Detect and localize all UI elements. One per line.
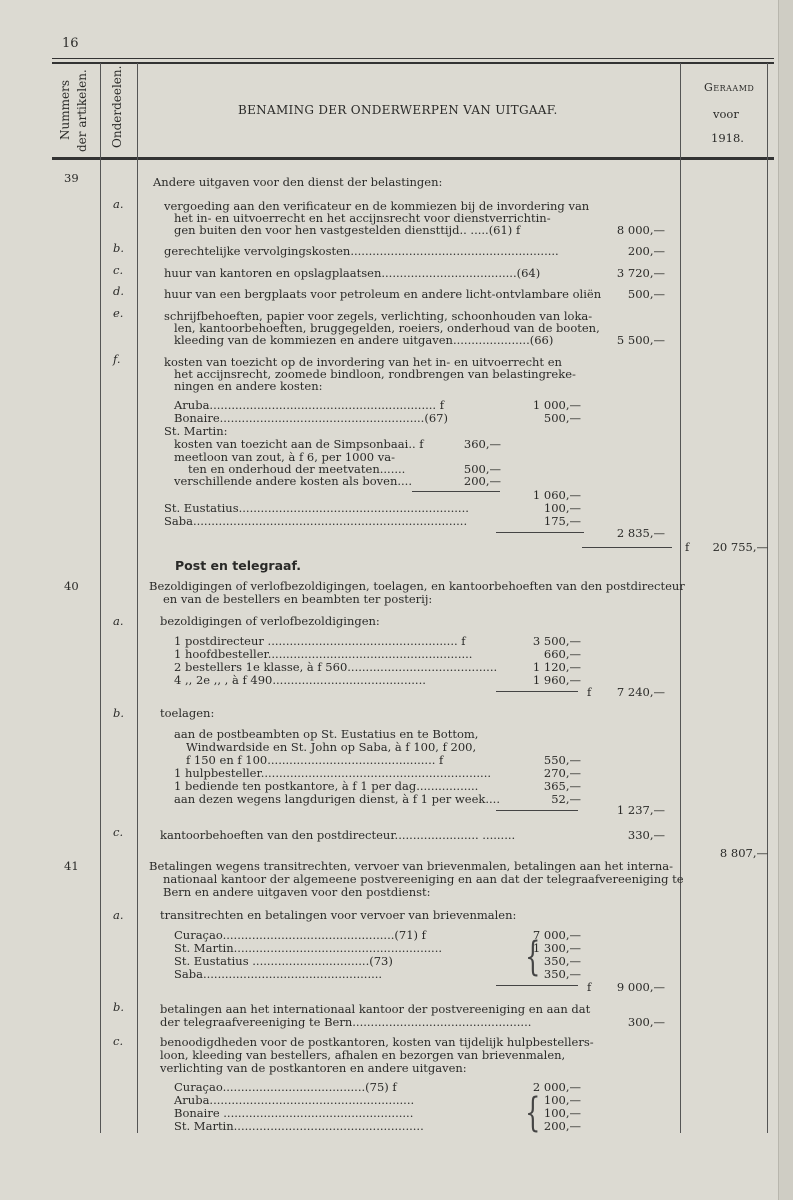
item-letter: e. — [113, 306, 124, 320]
item-letter: f. — [113, 352, 121, 366]
header-col-artikelen: der artikelen. — [75, 69, 89, 152]
sub-row: f 150 en f 100.............................................. f — [186, 753, 444, 767]
item-letter: a. — [113, 908, 124, 922]
island-row: Aruba.............................................................. f — [174, 398, 444, 412]
sub-row: aan dezen wegens langdurigen dienst, à f 1 per week.... — [174, 792, 500, 806]
sub-row: 1 postdirecteur .................................................... f — [174, 634, 466, 648]
item-text: gerechtelijke vervolgingskosten......................................................... — [164, 244, 559, 258]
sub-amount: 660,— — [543, 647, 581, 661]
sub-amount: 360,— — [463, 437, 501, 451]
page-number: 16 — [62, 36, 79, 51]
sub-amount: 100,— — [543, 1093, 581, 1107]
sub-amount: 3 500,— — [532, 634, 581, 648]
sub-row: ten en onderhoud der meetvaten....... — [188, 462, 406, 476]
article-title: nationaal kantoor der algemeene postvereeniging en aan dat der telegraafvereeniging te — [163, 872, 684, 886]
article-title: Andere uitgaven voor den dienst der belastingen: — [153, 175, 443, 189]
currency-sign: f — [587, 980, 592, 994]
article-title: Bern en andere uitgaven voor den postdienst: — [163, 885, 431, 899]
header-col-onderdeelen: Onderdeelen. — [110, 65, 124, 148]
island-row: Bonaire........................................................(67) — [174, 411, 448, 425]
item-text: der telegraafvereeniging te Bern................................................. — [160, 1015, 532, 1029]
header-col-nummers: Nummers — [58, 80, 72, 140]
sub-row: 4 ,, 2e ,, , à f 490.......................................... — [174, 673, 426, 687]
sub-amount: 200,— — [463, 474, 501, 488]
island-amount: 100,— — [543, 501, 581, 515]
sub-row: St. Martin.................................................... — [174, 1119, 424, 1133]
island-row: St. Eustatius............................................................... — [164, 501, 469, 515]
article-title: Betalingen wegens transitrechten, vervoer van brievenmalen, betalingen aan het interna- — [149, 859, 674, 873]
item-text: ningen en andere kosten: — [174, 379, 323, 393]
island-amount: 1 060,— — [532, 488, 581, 502]
subtotal-rule — [496, 532, 584, 533]
item-text: kantoorbehoeften van den postdirecteur....................... ......... — [160, 828, 516, 842]
item-amount: 330,— — [627, 828, 665, 842]
sub-amount: 350,— — [543, 954, 581, 968]
sub-amount: 7 000,— — [532, 928, 581, 942]
sub-amount: 350,— — [543, 967, 581, 981]
subtotal-rule — [496, 810, 578, 811]
sub-row: Curaçao...............................................(71) f — [174, 928, 426, 942]
top-rule-thick — [52, 62, 774, 64]
subtotal-rule — [412, 491, 500, 492]
subtotal-rule — [496, 985, 578, 986]
col-divider-1 — [100, 63, 101, 1133]
currency-sign: f — [685, 540, 690, 554]
item-amount: 500,— — [627, 287, 665, 301]
sub-amount: 1 300,— — [532, 941, 581, 955]
item-text: kleeding van de kommiezen en andere uitgaven.....................(66) — [174, 333, 554, 347]
island-row: St. Martin: — [164, 424, 228, 438]
currency-sign: f — [587, 685, 592, 699]
sub-row: aan de postbeambten op St. Eustatius en te Bottom, — [174, 727, 479, 741]
header-title: BENAMING DER ONDERWERPEN VAN UITGAAF. — [238, 103, 558, 117]
sub-amount: 1 120,— — [532, 660, 581, 674]
item-text: huur van kantoren en opslagplaatsen.....................................(64) — [164, 266, 541, 280]
sub-row: kosten van toezicht aan de Simpsonbaai.. f — [174, 437, 424, 451]
sub-row: verschillende andere kosten als boven.... — [174, 474, 412, 488]
header-voor: voor — [713, 107, 739, 121]
item-letter: c. — [113, 263, 124, 277]
item-amount: 200,— — [627, 244, 665, 258]
island-row: Saba........................................................................... — [164, 514, 468, 528]
section-heading: Post en telegraaf. — [175, 558, 301, 573]
item-text: loon, kleeding van bestellers, afhalen en bezorgen van brievenmalen, — [160, 1048, 566, 1062]
item-text: het accijnsrecht, zoomede bindloon, rondbrengen van belastingreke- — [174, 367, 576, 381]
sub-amount: 2 000,— — [532, 1080, 581, 1094]
item-amount: 2 835,— — [616, 526, 665, 540]
island-amount: 1 000,— — [532, 398, 581, 412]
sub-row: 1 hoofdbesteller........................................................ — [174, 647, 473, 661]
island-amount: 500,— — [543, 411, 581, 425]
item-text: transitrechten en betalingen voor vervoer van brievenmalen: — [160, 908, 517, 922]
header-geraamd: Geraamd — [704, 81, 755, 94]
sub-row: meetloon van zout, à f 6, per 1000 va- — [174, 450, 395, 464]
article-total: 20 755,— — [712, 540, 768, 554]
top-rule — [52, 58, 774, 59]
article-number: 41 — [64, 859, 79, 873]
sub-amount: 52,— — [551, 792, 581, 806]
item-text: len, kantoorbehoeften, bruggegelden, roeiers, onderhoud van de booten, — [174, 321, 600, 335]
item-letter: b. — [113, 1000, 125, 1014]
item-amount: 7 240,— — [616, 685, 665, 699]
item-amount: 300,— — [627, 1015, 665, 1029]
sub-row: St. Martin......................................................... — [174, 941, 443, 955]
sub-amount: 200,— — [543, 1119, 581, 1133]
item-amount: 1 237,— — [616, 803, 665, 817]
sub-amount: 550,— — [543, 753, 581, 767]
article-title: Bezoldigingen of verlofbezoldigingen, toelagen, en kantoorbehoeften van den postdirecteur — [149, 579, 685, 593]
sub-row: Aruba........................................................ — [174, 1093, 415, 1107]
col-divider-3 — [680, 63, 681, 1133]
item-letter: d. — [113, 284, 125, 298]
article-number: 40 — [64, 579, 79, 593]
item-amount: 5 500,— — [616, 333, 665, 347]
sub-row: 1 hulpbesteller............................................................... — [174, 766, 492, 780]
item-text: schrijfbehoeften, papier voor zegels, verlichting, schoonhouden van loka- — [164, 309, 593, 323]
item-amount: 9 000,— — [616, 980, 665, 994]
item-text: benoodigdheden voor de postkantoren, kosten van tijdelijk hulpbestellers- — [160, 1035, 594, 1049]
sub-amount: 100,— — [543, 1106, 581, 1120]
item-letter: b. — [113, 241, 125, 255]
sub-amount: 1 960,— — [532, 673, 581, 687]
brace-icon: { — [525, 1090, 541, 1136]
sub-row: Curaçao.......................................(75) f — [174, 1080, 397, 1094]
col-divider-2 — [137, 63, 138, 1133]
article-number: 39 — [64, 171, 79, 185]
header-bottom-rule — [52, 157, 774, 160]
item-letter: c. — [113, 1034, 124, 1048]
item-amount: 8 000,— — [616, 223, 665, 237]
subtotal-rule — [496, 691, 578, 692]
item-text: toelagen: — [160, 706, 215, 720]
col-divider-4 — [767, 63, 768, 1133]
sub-amount: 500,— — [463, 462, 501, 476]
item-text: bezoldigingen of verlofbezoldigingen: — [160, 614, 380, 628]
header-year: 1918. — [711, 131, 744, 145]
total-rule — [582, 547, 672, 548]
item-text: kosten van toezicht op de invordering van het in- en uitvoerrecht en — [164, 355, 562, 369]
sub-row: 2 bestellers 1e klasse, à f 560......................................... — [174, 660, 498, 674]
item-letter: c. — [113, 825, 124, 839]
item-text: gen buiten den voor hen vastgestelden diensttijd.. .....(61) f — [174, 223, 521, 237]
sub-row: Windwardside en St. John op Saba, à f 100, f 200, — [186, 740, 477, 754]
item-text: betalingen aan het internationaal kantoor der postvereeniging en aan dat — [160, 1002, 591, 1016]
item-amount: 3 720,— — [616, 266, 665, 280]
island-amount: 175,— — [543, 514, 581, 528]
sub-row: Bonaire .................................................... — [174, 1106, 414, 1120]
article-title: en van de bestellers en beambten ter posterij: — [163, 592, 433, 606]
sub-amount: 270,— — [543, 766, 581, 780]
brace-icon: { — [525, 934, 541, 980]
item-text: vergoeding aan den verificateur en de kommiezen bij de invordering van — [164, 199, 590, 213]
item-text: het in- en uitvoerrecht en het accijnsrecht voor dienstverrichtin- — [174, 211, 551, 225]
page-edge — [778, 0, 793, 1200]
item-letter: a. — [113, 197, 124, 211]
item-letter: a. — [113, 614, 124, 628]
sub-row: Saba................................................. — [174, 967, 383, 981]
article-total: 8 807,— — [719, 846, 768, 860]
item-text: huur van een bergplaats voor petroleum en andere licht-ontvlambare oliën — [164, 287, 602, 301]
item-text: verlichting van de postkantoren en andere uitgaven: — [160, 1061, 467, 1075]
item-letter: b. — [113, 706, 125, 720]
sub-row: St. Eustatius ................................(73) — [174, 954, 393, 968]
sub-row: 1 bediende ten postkantore, à f 1 per dag................. — [174, 779, 479, 793]
sub-amount: 365,— — [543, 779, 581, 793]
